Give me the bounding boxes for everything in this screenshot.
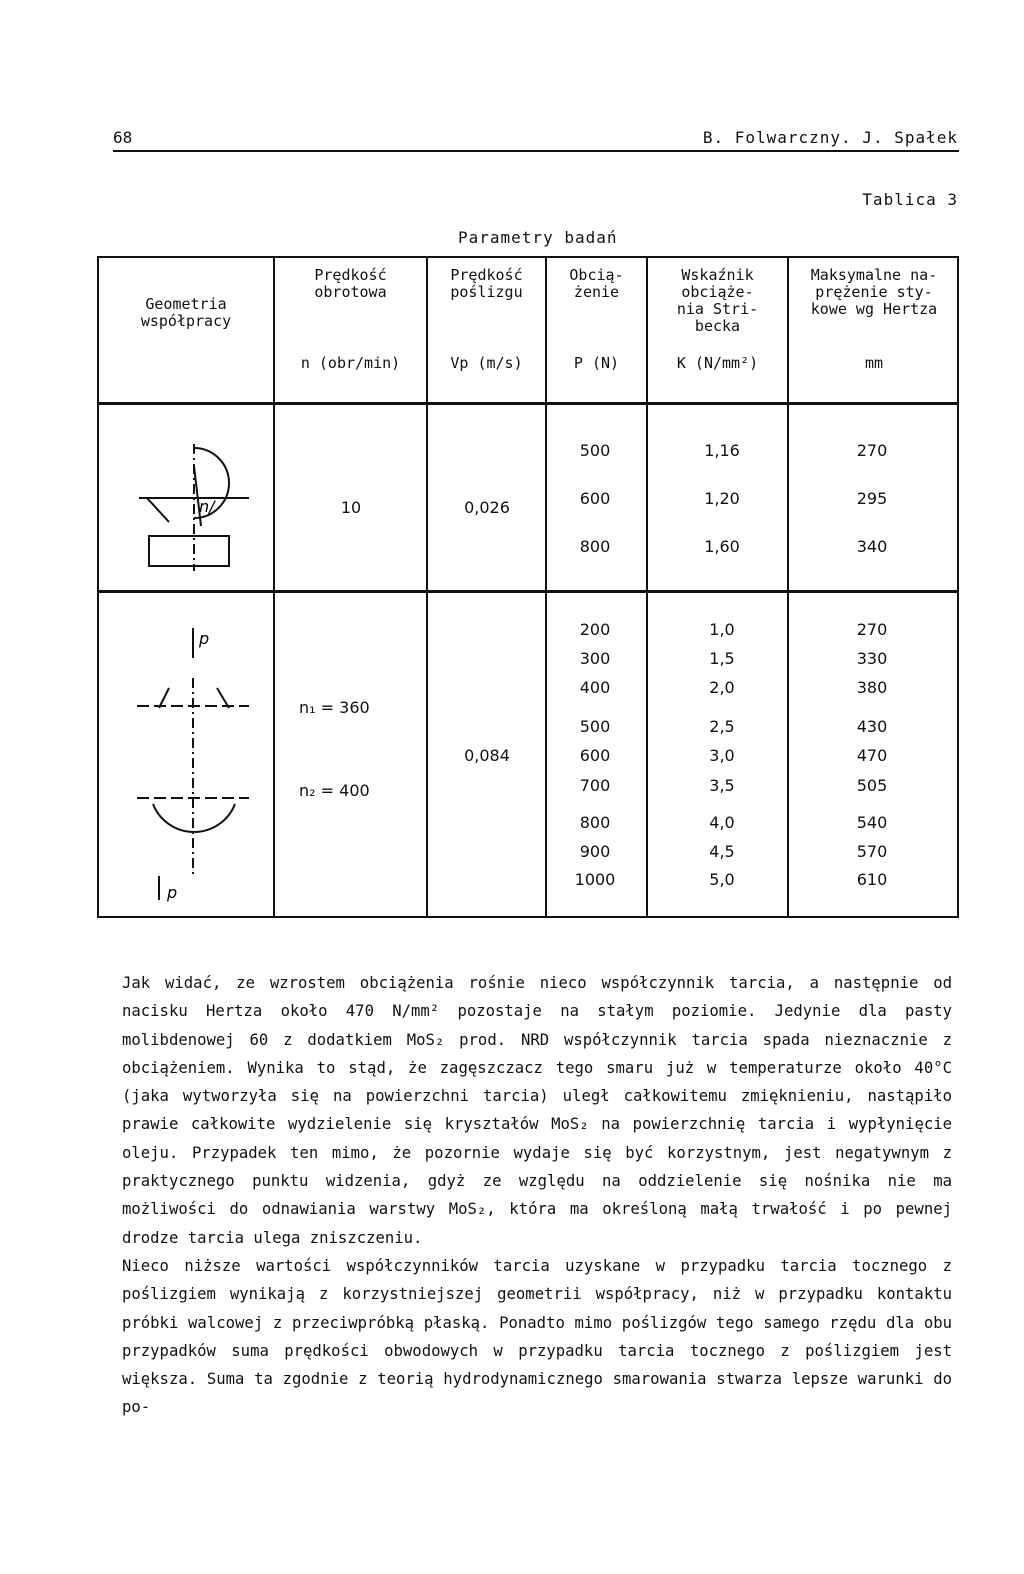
hertz-value: 380 [856,678,888,697]
hertz-value: 470 [856,746,888,765]
stribeck-value: 4,0 [709,813,735,832]
stribeck-value: 1,16 [704,441,740,460]
paragraph: Jak widać, ze wzrostem obciążenia rośnie nieco współczynnik tarcia, a następnie od nacisku Hertza około 470 N/mm² pozostaje na stałym poziomie. Jedynie dla pasty molibdenowej 60 z dodatkiem MoS₂ prod. NRD współczynnik tarcia spada nieznacznie z obciążeniem. Wynika to stąd, że zagęszczacz tego smaru już w temperaturze około 40°C (jaka wytworzyła się na powierzchni tarcia) uległ całkowitemu zmięknieniu, nastąpiło prawie całkowite wydzielenie się kryształów MoS₂ na powierzchnię tarcia i wypłynięcie oleju. Przypadek ten mimo, że pozornie wydaje się być korzystnym, jest negatywnym z praktycznego punktu widzenia, gdyż ze względu na oddzielenie się nośnika nie ma możliwości do odnawiania warstwy MoS₂, która ma określoną małą trwałość i po pewnej drodze tarcia ulega zniszczeniu. [122,974,952,1247]
col-header-load: Obcią- żenie [569,266,624,301]
hertz-value: 270 [856,620,888,639]
stribeck-value: 1,60 [704,537,740,556]
load-value: 1000 [574,870,616,889]
header-rule [113,150,959,152]
col-header-rot-speed: Prędkość obrotowa [314,266,387,301]
stribeck-value: 2,5 [709,717,735,736]
load-value: 300 [579,649,611,668]
hertz-value: 330 [856,649,888,668]
table-label: Tablica 3 [862,190,958,209]
stribeck-value: 1,0 [709,620,735,639]
load-value: 800 [579,537,611,556]
body-text [122,969,952,1422]
load-value: 800 [579,813,611,832]
load-value: 700 [579,776,611,795]
header-divider [99,402,957,405]
col-unit-hertz: mm [864,354,884,372]
hertz-value: 295 [856,489,888,508]
col-header-slip-speed: Prędkość poślizgu [450,266,523,301]
stribeck-value: 3,5 [709,776,735,795]
stribeck-value: 3,0 [709,746,735,765]
load-value: 200 [579,620,611,639]
parameters-table [97,256,959,918]
slip-speed-value: 0,026 [464,498,510,517]
rot-speed-value: 10 [340,498,362,517]
hertz-value: 570 [856,842,888,861]
slip-speed-value: 0,084 [464,746,510,765]
geometry-cylinder-flat-icon [129,436,259,576]
stribeck-value: 5,0 [709,870,735,889]
geometry-roller-pair-icon [129,618,259,908]
hertz-value: 430 [856,717,888,736]
load-value: 500 [579,441,611,460]
stribeck-value: 2,0 [709,678,735,697]
col-header-stribeck: Wskaźnik obciąże- nia Stri- becka [676,266,759,335]
load-value: 900 [579,842,611,861]
svg-text:n/: n/ [199,497,215,516]
col-unit-stribeck: K (N/mm²) [676,354,759,372]
col-unit-slip-speed: Vp (m/s) [450,354,523,372]
running-header-authors: B. Folwarczny. J. Spałek [702,128,958,147]
col-unit-load: P (N) [573,354,620,372]
rot-speed-value-n2: n₂ = 400 [299,781,370,800]
hertz-value: 610 [856,870,888,889]
svg-text:p: p [199,629,210,648]
stribeck-value: 1,20 [704,489,740,508]
load-value: 600 [579,746,611,765]
stribeck-value: 4,5 [709,842,735,861]
load-value: 500 [579,717,611,736]
col-header-hertz: Maksymalne na- prężenie sty- kowe wg Hertza [810,266,938,318]
rot-speed-value-n1: n₁ = 360 [299,698,370,717]
col-unit-rot-speed: n (obr/min) [300,354,401,372]
hertz-value: 505 [856,776,888,795]
hertz-value: 340 [856,537,888,556]
col-header-geometry: Geometria współpracy [140,295,232,330]
stribeck-value: 1,5 [709,649,735,668]
page-number: 68 [113,128,133,147]
table-title: Parametry badań [458,228,618,247]
load-value: 600 [579,489,611,508]
paragraph: Nieco niższe wartości współczynników tarcia uzyskane w przypadku tarcia tocznego z poślizgiem wynikają z korzystniejszej geometrii współpracy, niż w przypadku kontaktu próbki walcowej z przeciwpróbką płaską. Ponadto mimo poślizgów tego samego rzędu dla obu przypadków suma prędkości obwodowych w przypadku tarcia tocznego z poślizgiem jest większa. Suma ta zgodnie z teorią hydrodynamicznego smarowania stwarza lepsze warunki do po- [122,1256,952,1417]
hertz-value: 540 [856,813,888,832]
svg-text:p: p [167,883,178,902]
group-divider [99,590,957,593]
load-value: 400 [579,678,611,697]
hertz-value: 270 [856,441,888,460]
